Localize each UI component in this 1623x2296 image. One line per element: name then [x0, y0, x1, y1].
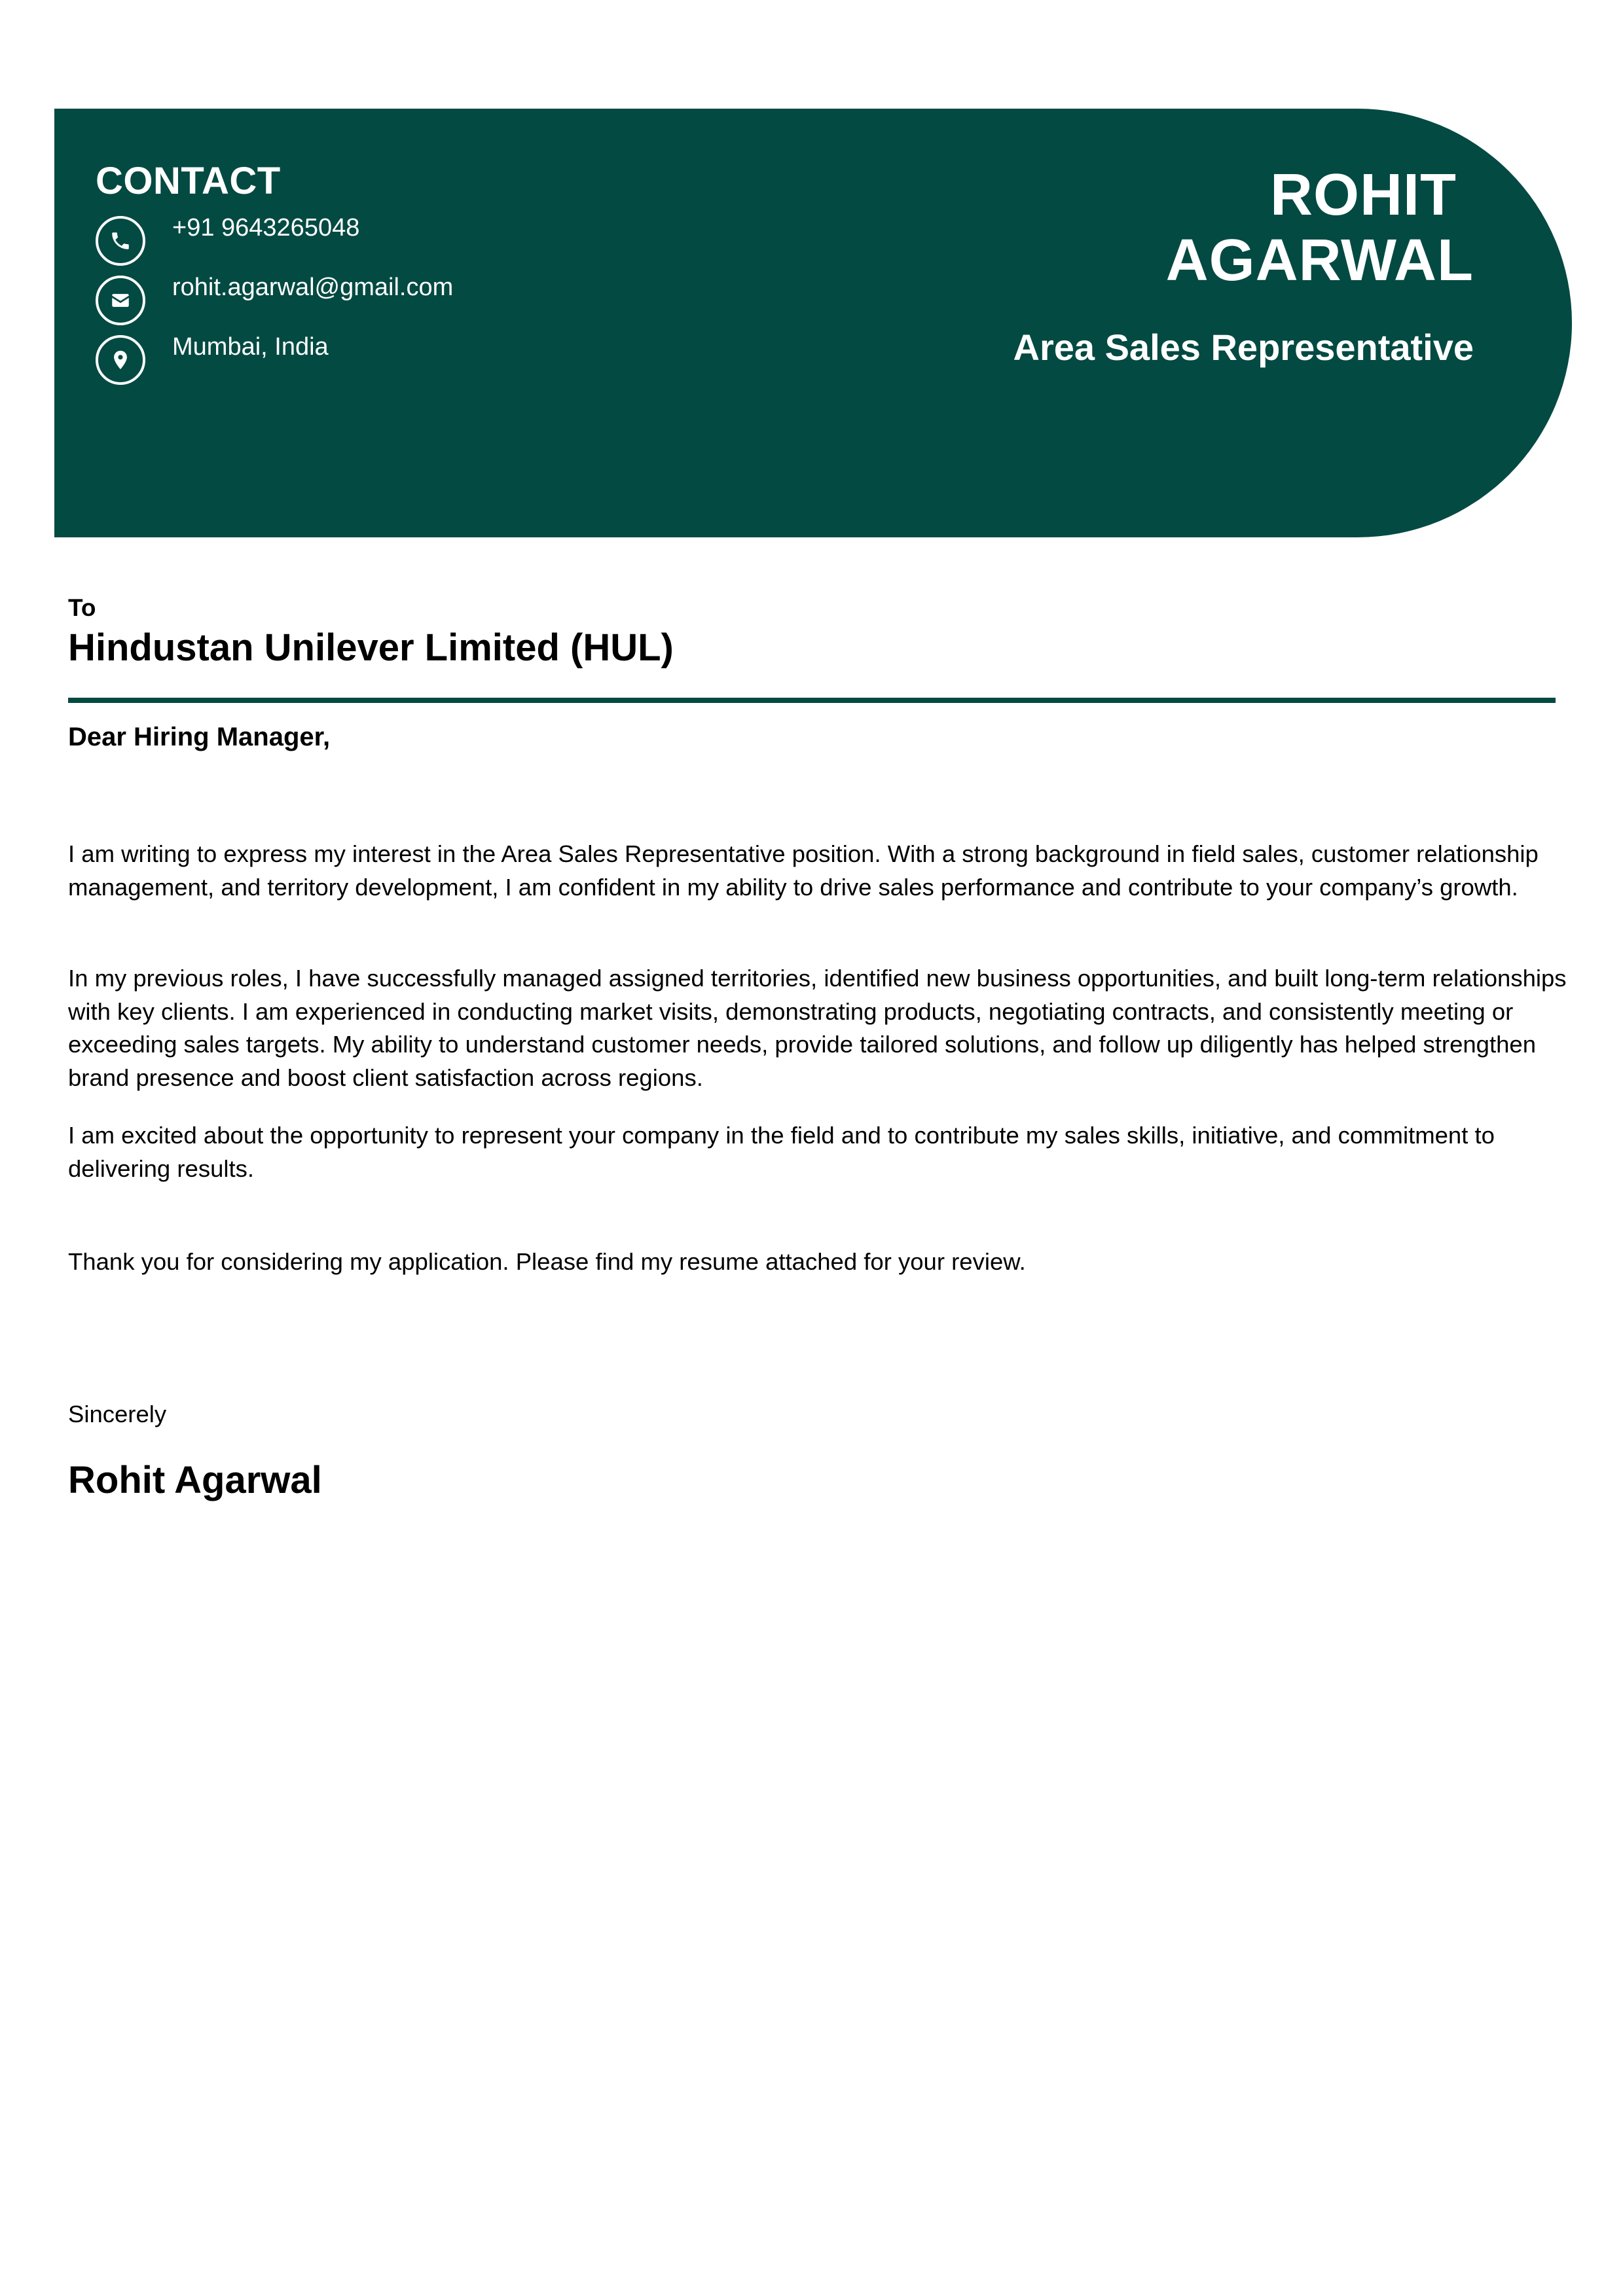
location-icon: [96, 335, 145, 385]
company-name: Hindustan Unilever Limited (HUL): [68, 626, 674, 669]
phone-text[interactable]: +91 9643265048: [172, 214, 360, 242]
email-icon: [96, 276, 145, 325]
name-block: [1013, 162, 1474, 368]
email-text[interactable]: rohit.agarwal@gmail.com: [172, 274, 454, 301]
closing: Sincerely: [68, 1401, 167, 1427]
contact-title: CONTACT: [96, 160, 281, 202]
to-label: To: [68, 594, 96, 621]
paragraph-experience: In my previous roles, I have successfully managed assigned territories, identified new business opportunities, and built long-term relationships with key clients. I am experienced in conducting market visits, demonstrating products, negotiating contracts, and consistently meeting or exceeding sales targets. My ability to understand customer needs, provide tailored solutions, and follow up diligently has helped strengthen brand presence and boost client satisfaction across regions.: [68, 965, 1567, 1091]
paragraph-excitement: I am excited about the opportunity to represent your company in the field and to contribute my sales skills, initiative, and commitment to delivering results.: [68, 1122, 1495, 1182]
divider: [68, 698, 1556, 703]
paragraph-thanks: Thank you for considering my application. Please find my resume attached for your review.: [68, 1248, 1026, 1275]
job-title: Area Sales Representative: [1013, 327, 1474, 368]
location-text: Mumbai, India: [172, 333, 329, 361]
signature-name: Rohit Agarwal: [68, 1459, 322, 1501]
phone-icon: [96, 216, 145, 266]
salutation: Dear Hiring Manager,: [68, 723, 331, 751]
first-name: ROHIT: [1270, 162, 1457, 228]
last-name: AGARWAL: [1165, 228, 1474, 293]
paragraph-intro: I am writing to express my interest in the Area Sales Representative position. With a strong background in field sales, customer relationship management, and territory development, I am confident in my ability to drive sales performance and contribute to your company’s growth.: [68, 840, 1539, 901]
